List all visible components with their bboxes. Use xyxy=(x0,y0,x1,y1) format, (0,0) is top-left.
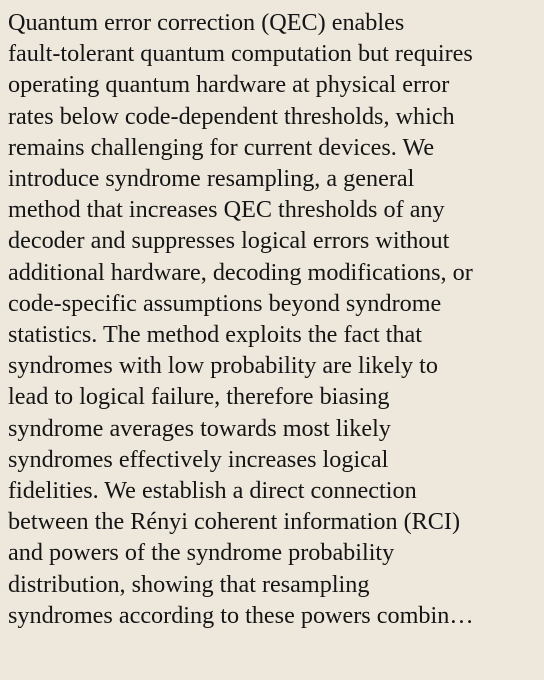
abstract-line: remains challenging for current devices. We xyxy=(8,133,435,161)
abstract-line: distribution, showing that resampling xyxy=(8,570,370,598)
abstract-line: and powers of the syndrome probability xyxy=(8,539,395,567)
abstract-paragraph xyxy=(8,7,536,631)
abstract-line: syndromes effectively increases logical xyxy=(8,445,389,473)
abstract-line: fault-tolerant quantum computation but requires xyxy=(8,40,473,68)
abstract-line: code-specific assumptions beyond syndrome xyxy=(8,289,442,317)
abstract-line: syndromes with low probability are likely to xyxy=(8,352,438,380)
abstract-line: fidelities. We establish a direct connection xyxy=(8,477,417,505)
abstract-line: method that increases QEC thresholds of any xyxy=(8,196,445,224)
abstract-line: rates below code-dependent thresholds, which xyxy=(8,102,455,130)
abstract-line: operating quantum hardware at physical error xyxy=(8,71,450,99)
abstract-line: statistics. The method exploits the fact that xyxy=(8,321,423,349)
abstract-line: lead to logical failure, therefore biasing xyxy=(8,383,390,411)
abstract-line: syndrome averages towards most likely xyxy=(8,414,391,442)
abstract-line: between the Rényi coherent information (RCI) xyxy=(8,508,461,536)
abstract-line: introduce syndrome resampling, a general xyxy=(8,165,415,193)
abstract-line: syndromes according to these powers combin… xyxy=(8,601,474,629)
abstract-line: decoder and suppresses logical errors without xyxy=(8,227,450,255)
abstract-line: Quantum error correction (QEC) enables xyxy=(8,9,405,36)
abstract-line: additional hardware, decoding modifications, or xyxy=(8,258,473,286)
